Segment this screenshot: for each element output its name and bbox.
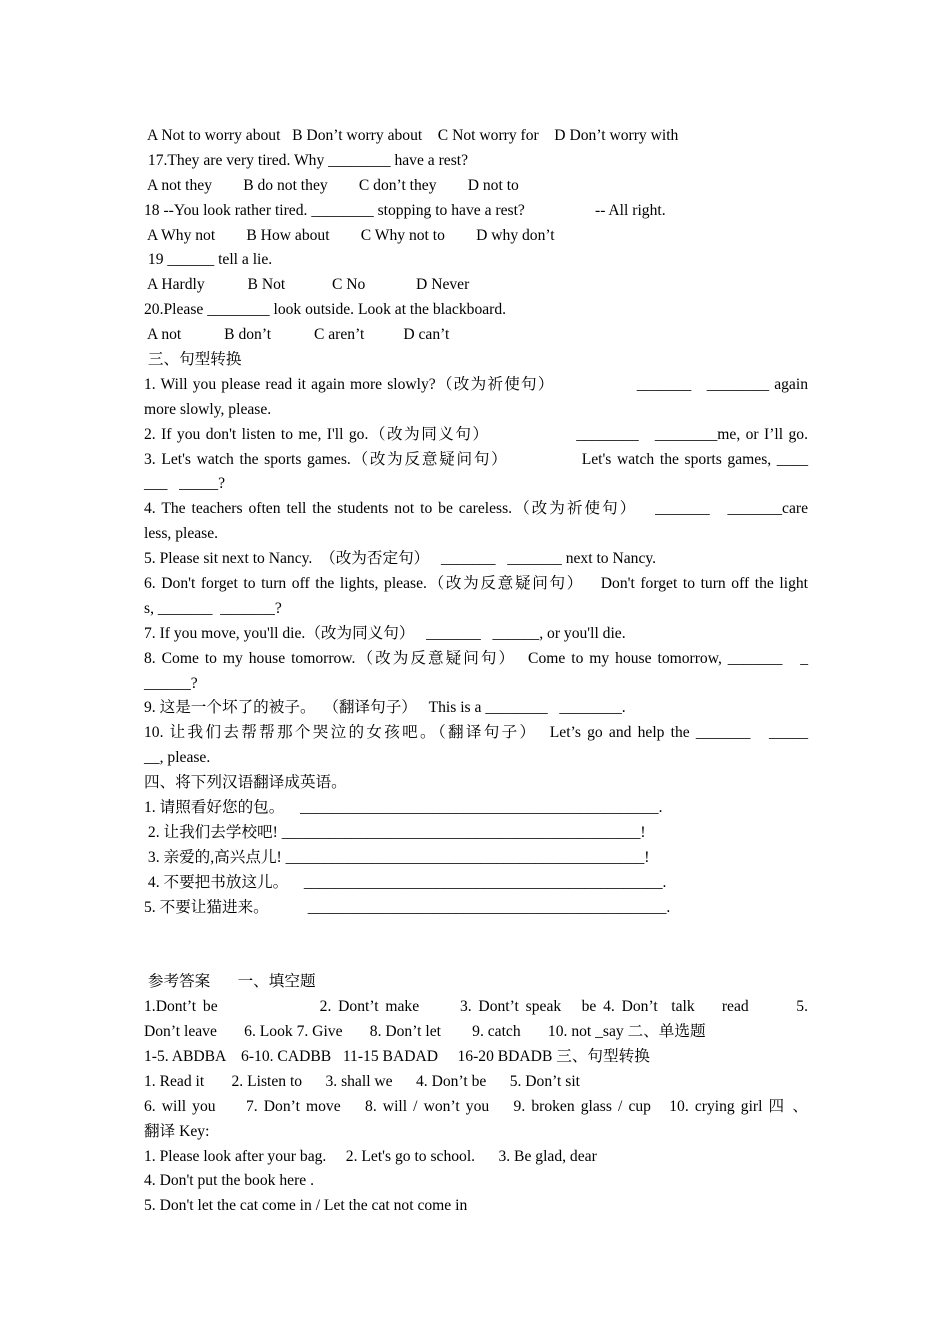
text-line: 5. Please sit next to Nancy. （改为否定句） _______ _______ next to Nancy.: [144, 550, 657, 568]
text-line: 20.Please ________ look outside. Look at the blackboard.: [144, 301, 507, 319]
text-line: [144, 945, 808, 970]
text-line: 6. will you 7. Don’t move 8. will / won’t you 9. broken glass / cup 10. crying girl 四 、: [144, 1097, 808, 1115]
document-page: [144, 124, 808, 1219]
text-line: 4. 不要把书放这儿。 ______________________________________________.: [144, 873, 667, 891]
text-line: 四、将下列汉语翻译成英语。: [144, 774, 347, 792]
text-line: A Not to worry about B Don’t worry about C Not worry for D Don’t worry with: [144, 127, 679, 144]
text-line: 1.Dont’t be 2. Dont’t make 3. Dont’t speak be 4. Don’t talk read 5.: [144, 998, 808, 1016]
text-line: 4. Don't put the book here .: [144, 1172, 314, 1190]
text-line: 3. 亲爱的,高兴点儿! ______________________________________________!: [144, 848, 650, 866]
text-line: 6. Don't forget to turn off the lights, please.（改为反意疑问句） Don't forget to turn off the light: [144, 575, 808, 593]
text-line: 1. Please look after your bag. 2. Let's go to school. 3. Be glad, dear: [144, 1147, 597, 1165]
text-line: 19 ______ tell a lie.: [144, 251, 273, 269]
text-line: 三、句型转换: [144, 351, 242, 369]
text-line: 10. 让我们去帮帮那个哭泣的女孩吧。（翻译句子） Let’s go and help the _______ _____: [144, 724, 808, 742]
text-line: A not they B do not they C don’t they D not to: [144, 176, 519, 194]
text-line: 翻译 Key:: [144, 1122, 210, 1140]
text-line: 17.They are very tired. Why ________ have a rest?: [144, 151, 469, 169]
text-line: [144, 921, 808, 946]
text-line: Don’t leave 6. Look 7. Give 8. Don’t let 9. catch 10. not _say 二、单选题: [144, 1023, 706, 1041]
text-line: 7. If you move, you'll die.（改为同义句） _______ ______, or you'll die.: [144, 624, 626, 642]
text-line: 参考答案 一、填空题: [144, 973, 316, 991]
text-line: A Hardly B Not C No D Never: [144, 276, 470, 294]
text-line: __, please.: [144, 749, 211, 767]
text-line: 1. 请照看好您的包。 ______________________________________________.: [144, 799, 663, 817]
text-line: 5. Don't let the cat come in / Let the cat not come in: [144, 1197, 468, 1215]
text-line: less, please.: [144, 525, 219, 543]
text-line: 18 --You look rather tired. ________ stopping to have a rest? -- All right.: [144, 201, 666, 219]
text-line: 1. Read it 2. Listen to 3. shall we 4. Don’t be 5. Don’t sit: [144, 1072, 581, 1090]
text-line: more slowly, please.: [144, 400, 272, 418]
text-line: 1-5. ABDBA 6-10. CADBB 11-15 BADAD 16-20 BDADB 三、句型转换: [144, 1047, 650, 1065]
text-line: A not B don’t C aren’t D can’t: [144, 326, 450, 344]
text-line: 9. 这是一个坏了的被子。 （翻译句子） This is a ________ ________.: [144, 699, 626, 717]
text-line: 8. Come to my house tomorrow.（改为反意疑问句） Come to my house tomorrow, _______ _: [144, 649, 808, 667]
text-line: 2. 让我们去学校吧! ______________________________________________!: [144, 823, 646, 841]
text-line: 2. If you don't listen to me, I'll go.（改为同义句） ________ ________me, or I’ll go.: [144, 425, 808, 443]
text-line: 4. The teachers often tell the students not to be careless.（改为祈使句） _______ _______care: [144, 500, 808, 518]
text-line: ______?: [144, 674, 198, 692]
text-line: ___ _____?: [144, 475, 225, 493]
text-line: 1. Will you please read it again more slowly?（改为祈使句） _______ ________ again: [144, 375, 808, 393]
text-line: 5. 不要让猫进来。 ______________________________________________.: [144, 898, 671, 916]
text-line: 3. Let's watch the sports games.（改为反意疑问句） Let's watch the sports games, ____: [144, 450, 808, 468]
text-line: A Why not B How about C Why not to D why don’t: [144, 226, 555, 244]
text-line: s, _______ _______?: [144, 599, 282, 617]
